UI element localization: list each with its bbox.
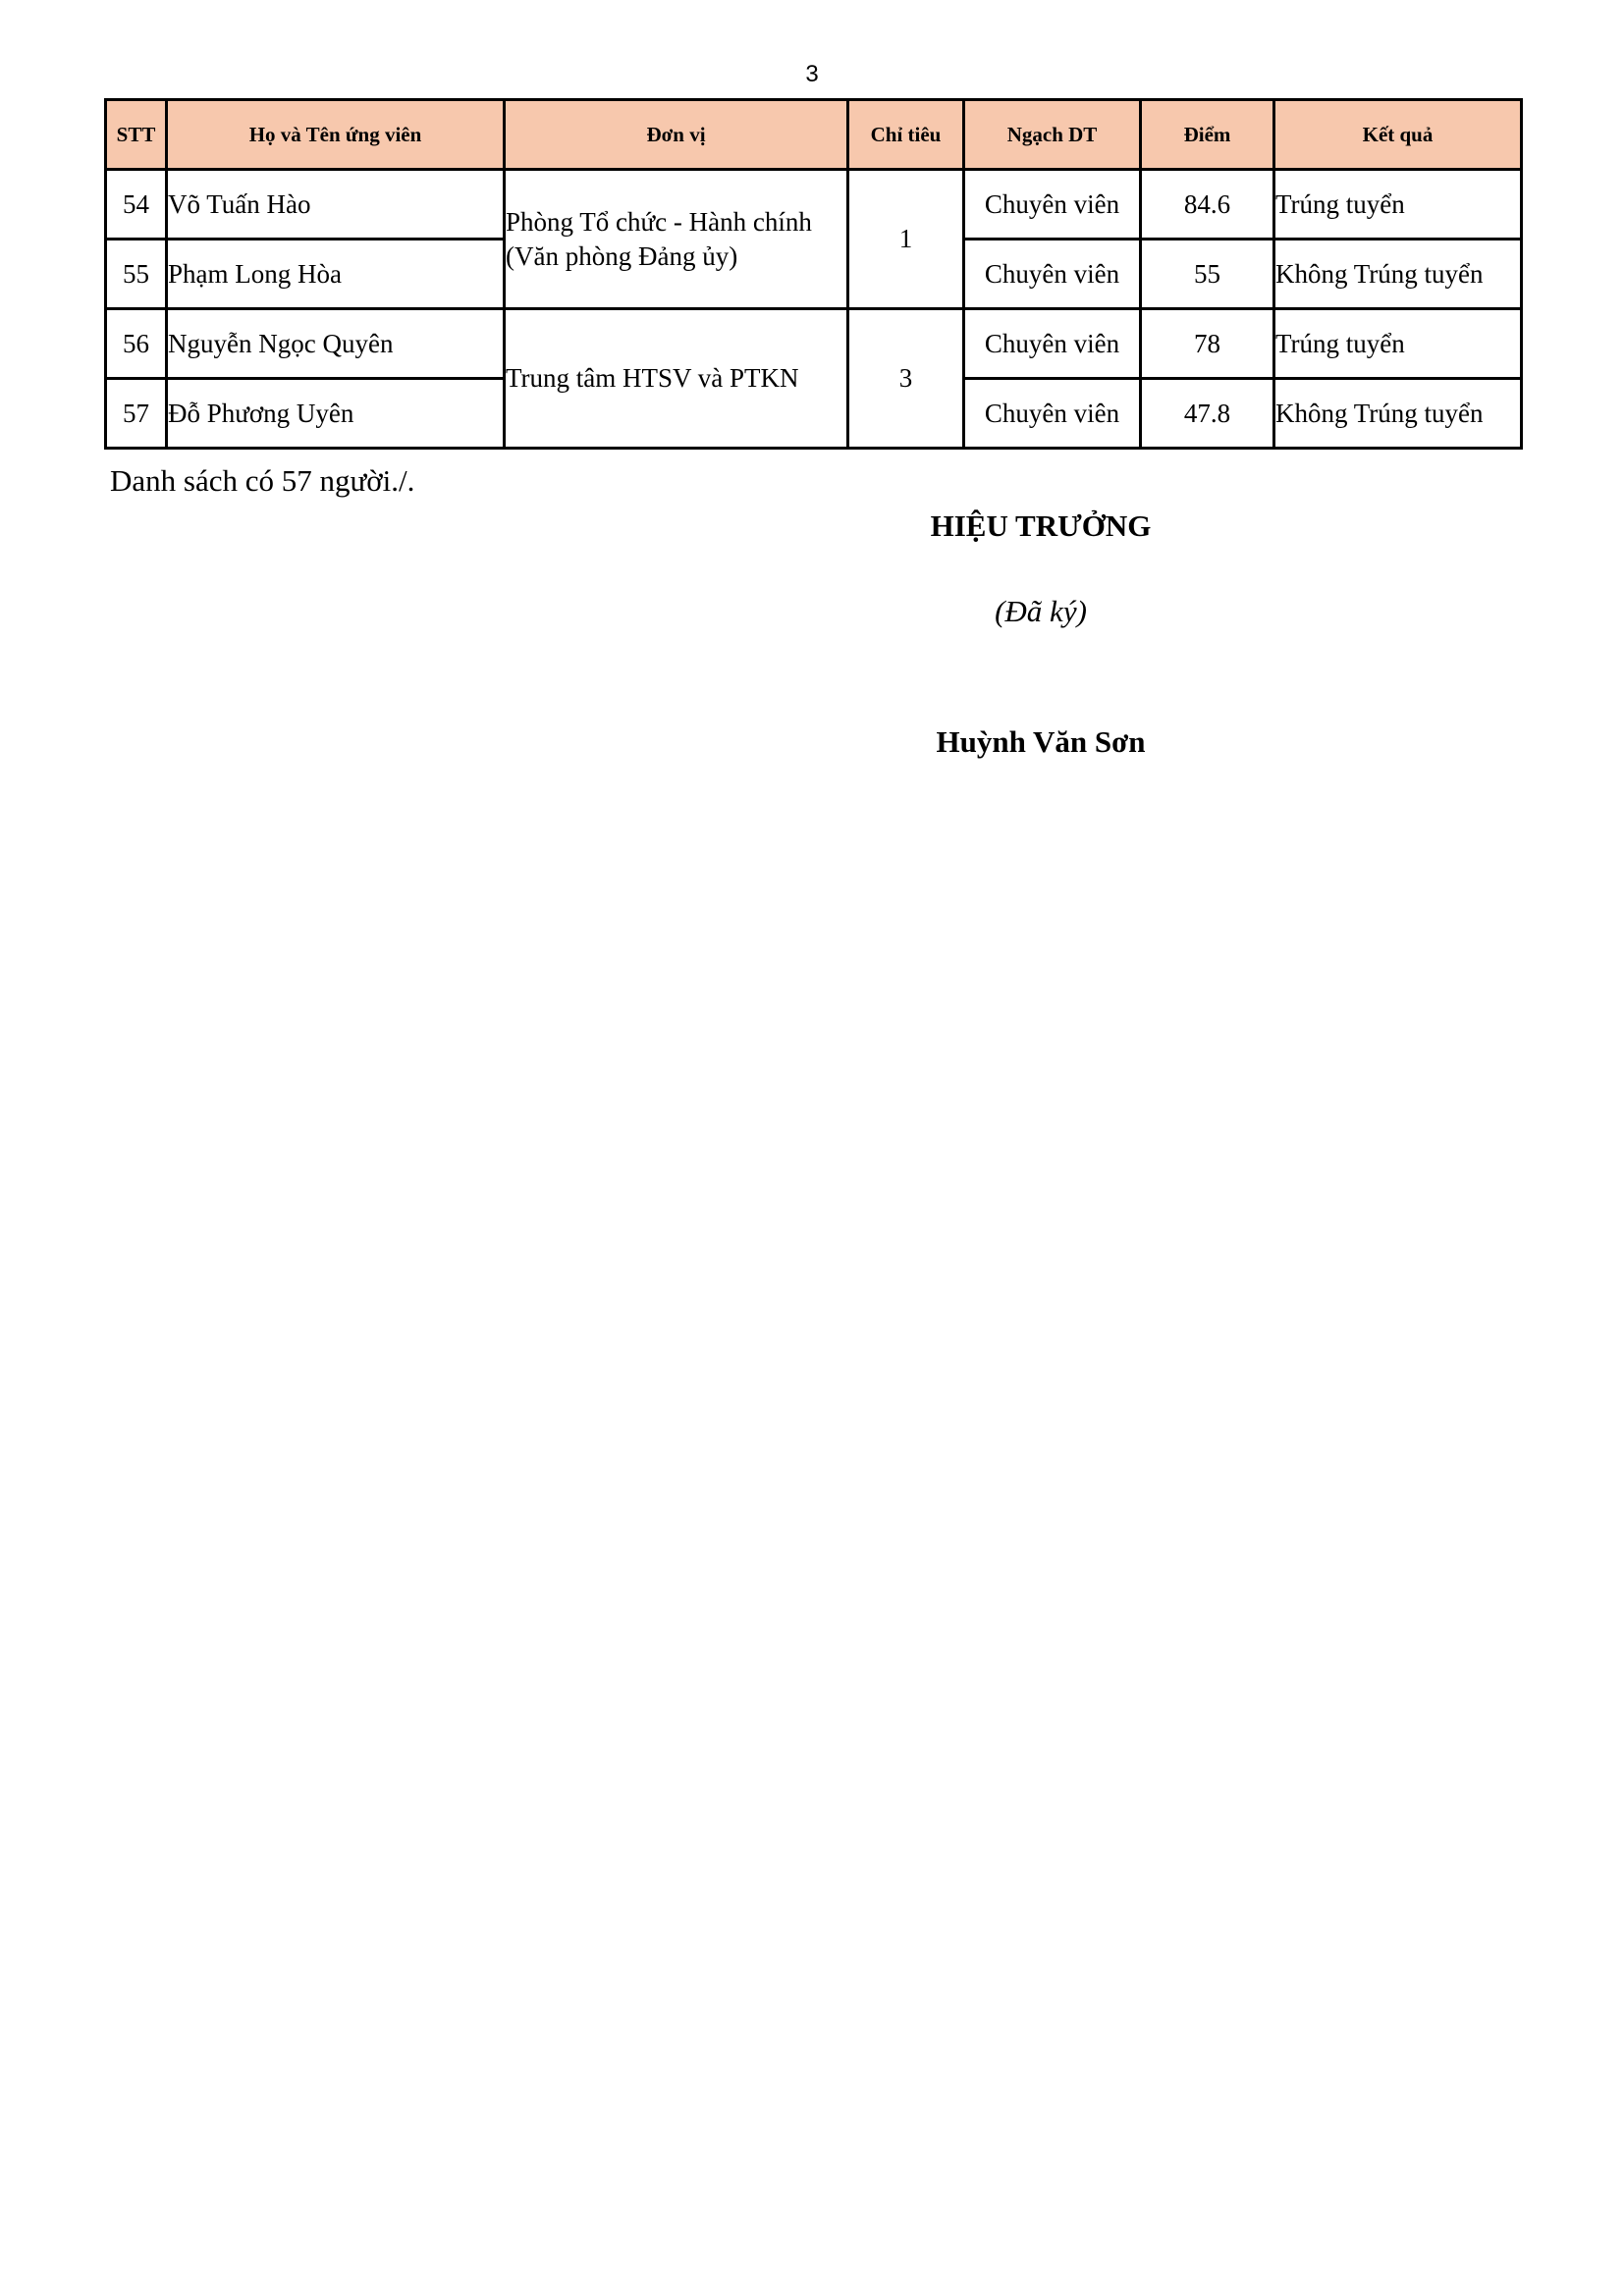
stt-cell: 57 bbox=[106, 379, 167, 449]
score-cell: 84.6 bbox=[1141, 170, 1274, 240]
unit-line: (Văn phòng Đảng ủy) bbox=[506, 240, 738, 271]
signer-name: Huỳnh Văn Sơn bbox=[936, 724, 1146, 759]
table-header-row bbox=[106, 100, 1522, 170]
header-unit: Đơn vị bbox=[505, 100, 848, 170]
header-quota: Chỉ tiêu bbox=[848, 100, 964, 170]
header-rank: Ngạch DT bbox=[964, 100, 1141, 170]
unit-line: Trung tâm HTSV và PTKN bbox=[506, 363, 799, 393]
result-cell: Trúng tuyển bbox=[1274, 309, 1522, 379]
result-cell: Không Trúng tuyển bbox=[1274, 240, 1522, 309]
name-cell: Nguyễn Ngọc Quyên bbox=[167, 309, 505, 379]
unit-line: Phòng Tổ chức - Hành chính bbox=[506, 206, 812, 237]
quota-cell: 3 bbox=[848, 309, 964, 449]
rank-cell: Chuyên viên bbox=[964, 309, 1141, 379]
result-cell: Không Trúng tuyển bbox=[1274, 379, 1522, 449]
score-cell: 78 bbox=[1141, 309, 1274, 379]
stt-cell: 54 bbox=[106, 170, 167, 240]
header-score: Điểm bbox=[1141, 100, 1274, 170]
results-table bbox=[104, 98, 1523, 450]
rank-cell: Chuyên viên bbox=[964, 240, 1141, 309]
stt-cell: 56 bbox=[106, 309, 167, 379]
quota-cell: 1 bbox=[848, 170, 964, 309]
signer-title: HIỆU TRƯỞNG bbox=[930, 508, 1152, 543]
score-cell: 47.8 bbox=[1141, 379, 1274, 449]
stt-cell: 55 bbox=[106, 240, 167, 309]
result-cell: Trúng tuyển bbox=[1274, 170, 1522, 240]
name-cell: Võ Tuấn Hào bbox=[167, 170, 505, 240]
name-cell: Phạm Long Hòa bbox=[167, 240, 505, 309]
table-row bbox=[106, 170, 1522, 240]
list-count-note: Danh sách có 57 người./. bbox=[110, 463, 415, 498]
unit-cell bbox=[505, 309, 848, 449]
signed-note: (Đã ký) bbox=[995, 594, 1087, 628]
name-cell: Đỗ Phương Uyên bbox=[167, 379, 505, 449]
table-row bbox=[106, 309, 1522, 379]
page-number: 3 bbox=[805, 61, 819, 87]
unit-cell bbox=[505, 170, 848, 309]
score-cell: 55 bbox=[1141, 240, 1274, 309]
rank-cell: Chuyên viên bbox=[964, 170, 1141, 240]
header-stt: STT bbox=[106, 100, 167, 170]
header-result: Kết quả bbox=[1274, 100, 1522, 170]
header-candidate-name: Họ và Tên ứng viên bbox=[167, 100, 505, 170]
rank-cell: Chuyên viên bbox=[964, 379, 1141, 449]
